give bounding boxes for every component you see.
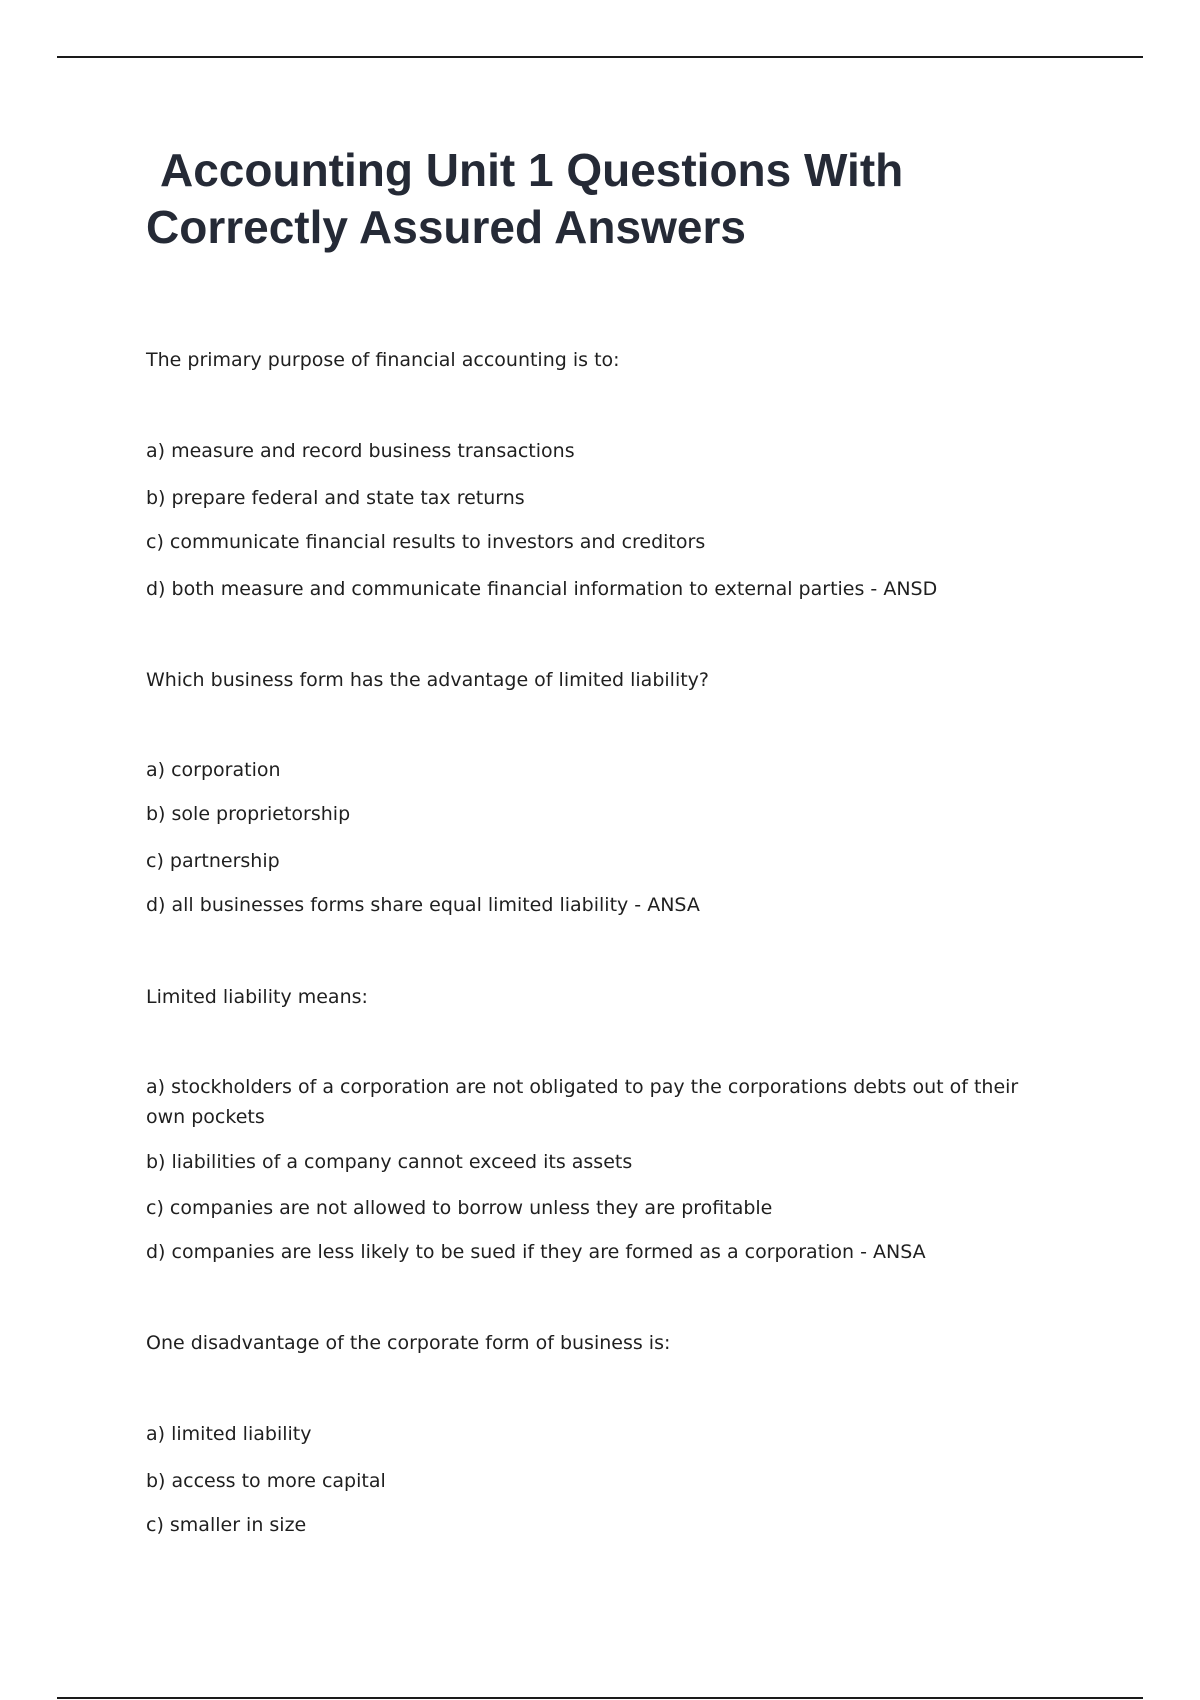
- answer-option: d) companies are less likely to be sued if they are formed as a corporation - ANSA: [146, 1241, 926, 1263]
- answer-option: b) access to more capital: [146, 1470, 386, 1492]
- answer-option: d) both measure and communicate financial information to external parties - ANSD: [146, 578, 938, 600]
- answer-option: a) measure and record business transactions: [146, 440, 575, 462]
- answer-option: a) corporation: [146, 759, 281, 781]
- bottom-rule: [57, 1697, 1143, 1699]
- title-line-2: Correctly Assured Answers: [146, 201, 746, 253]
- question-prompt: Which business form has the advantage of limited liability?: [146, 669, 709, 691]
- answer-option: b) prepare federal and state tax returns: [146, 487, 525, 509]
- answer-option: b) liabilities of a company cannot exceed its assets: [146, 1151, 633, 1173]
- top-rule: [57, 56, 1143, 58]
- answer-option: c) communicate financial results to investors and creditors: [146, 531, 706, 553]
- question-prompt: Limited liability means:: [146, 986, 368, 1008]
- answer-option: d) all businesses forms share equal limited liability - ANSA: [146, 894, 700, 916]
- answer-option: a) limited liability: [146, 1423, 312, 1445]
- question-prompt: The primary purpose of financial accounting is to:: [146, 349, 620, 371]
- answer-option: c) smaller in size: [146, 1514, 307, 1536]
- answer-option: c) companies are not allowed to borrow unless they are profitable: [146, 1197, 773, 1219]
- answer-option: c) partnership: [146, 850, 280, 872]
- question-prompt: One disadvantage of the corporate form of business is:: [146, 1332, 671, 1354]
- answer-option: a) stockholders of a corporation are not obligated to pay the corporations debts out of their own pockets: [146, 1076, 1019, 1128]
- document-title: [146, 142, 1046, 256]
- title-line-1: Accounting Unit 1 Questions With: [160, 144, 904, 196]
- answer-option: b) sole proprietorship: [146, 803, 351, 825]
